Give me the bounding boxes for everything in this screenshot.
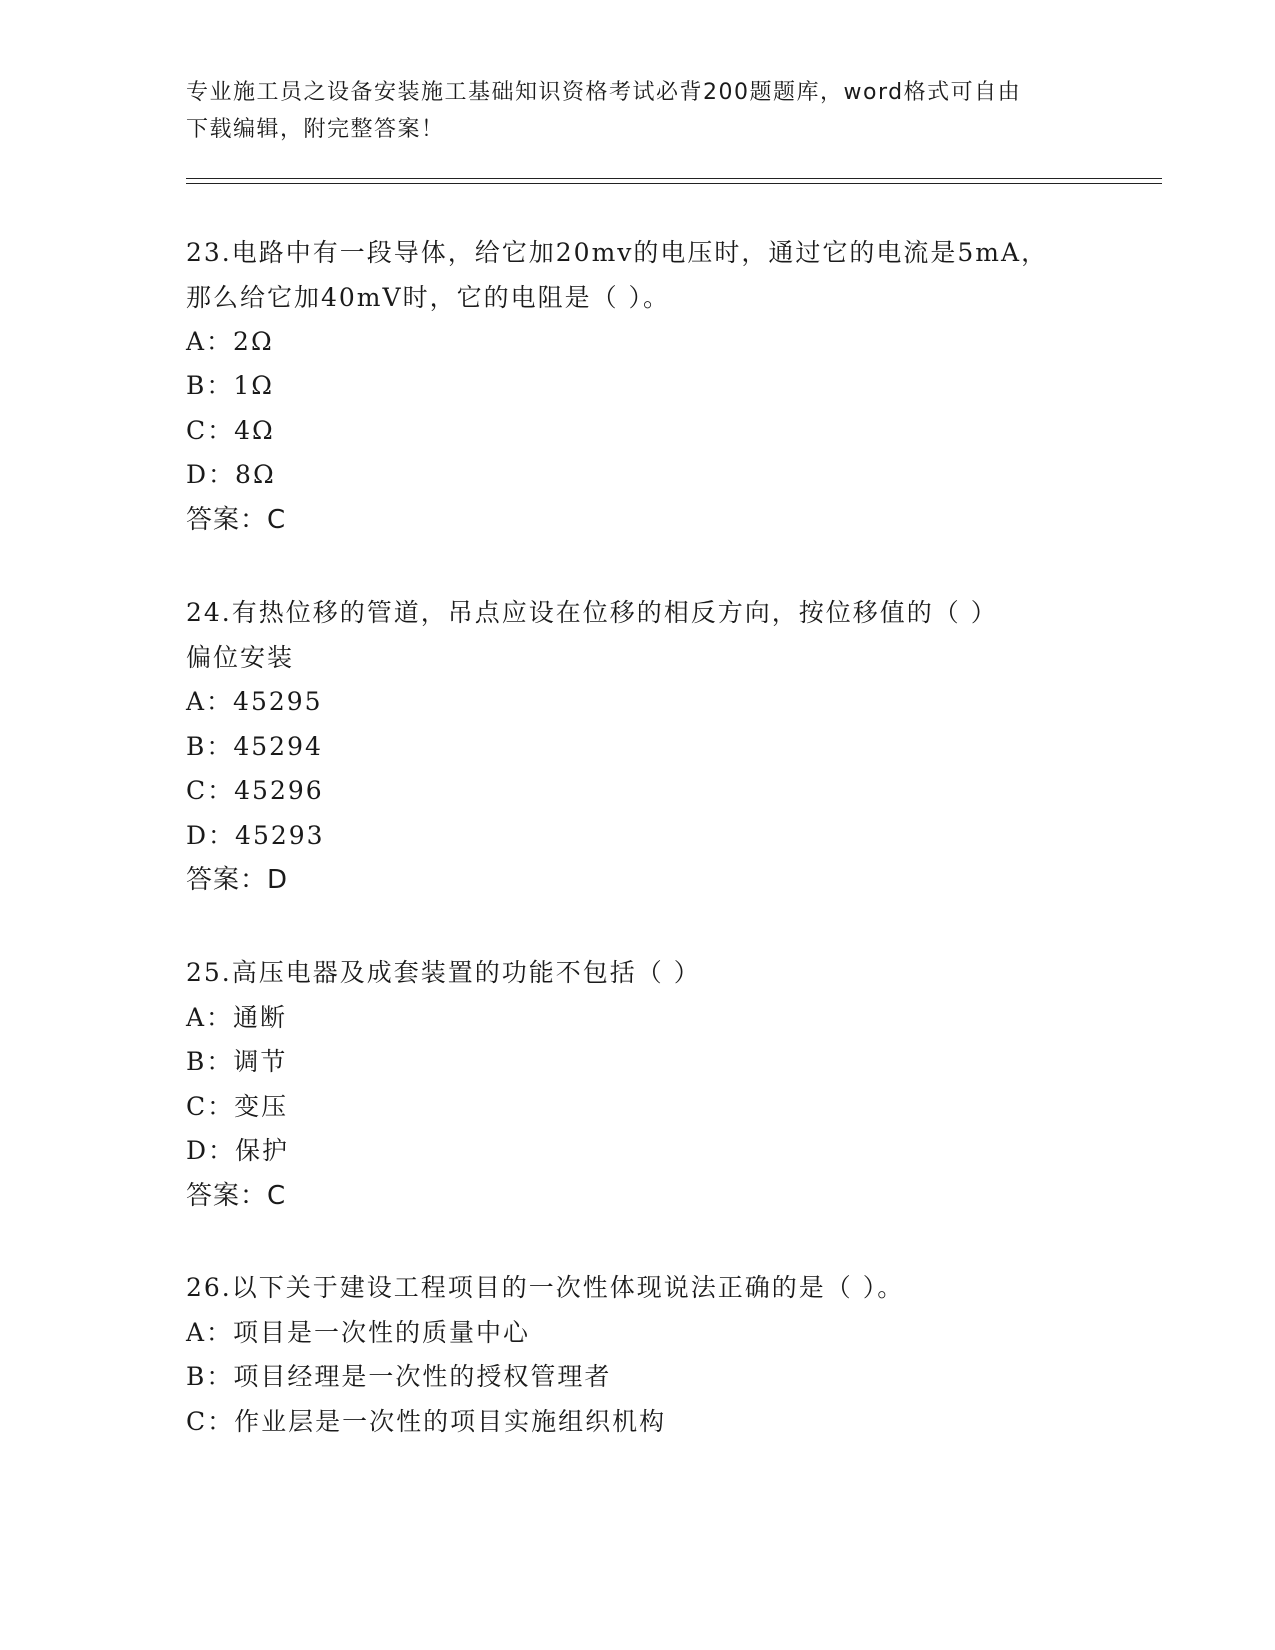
question-26-option-b: B：项目经理是一次性的授权管理者 <box>186 1362 612 1391</box>
question-24-option-b: B：45294 <box>186 732 323 761</box>
header-title-line-2: 下载编辑，附完整答案！ <box>186 117 445 142</box>
question-26-option-c: C：作业层是一次性的项目实施组织机构 <box>186 1407 667 1436</box>
question-24-option-d: D：45293 <box>186 821 325 850</box>
question-25-option-a: A：通断 <box>186 1003 288 1032</box>
header-title-line-1: 专业施工员之设备安装施工基础知识资格考试必背200题题库，word格式可自由 <box>186 80 1022 105</box>
question-25-option-c: C：变压 <box>186 1092 289 1121</box>
document-header <box>186 74 1086 148</box>
question-24-option-c: C：45296 <box>186 776 324 805</box>
question-24-stem-line-1: 24.有热位移的管道，吊点应设在位移的相反方向，按位移值的（ ） <box>186 598 998 627</box>
question-23-option-a: A：2Ω <box>186 327 274 356</box>
question-25-option-d: D：保护 <box>186 1136 290 1165</box>
question-26-stem-line-1: 26.以下关于建设工程项目的一次性体现说法正确的是（ ）。 <box>186 1273 905 1302</box>
question-23-option-b: B：1Ω <box>186 371 275 400</box>
question-24-answer: 答案：D <box>186 865 289 895</box>
header-divider-bottom <box>186 183 1162 184</box>
question-24-option-a: A：45295 <box>186 687 323 716</box>
question-23-answer: 答案：C <box>186 505 287 535</box>
header-divider-top <box>186 178 1162 179</box>
question-24-stem-line-2: 偏位安装 <box>186 643 295 672</box>
question-23-option-c: C：4Ω <box>186 416 275 445</box>
question-25-option-b: B：调节 <box>186 1047 288 1076</box>
question-23-option-d: D：8Ω <box>186 460 276 489</box>
question-23-stem-line-2: 那么给它加40mV时，它的电阻是（ ）。 <box>186 283 671 312</box>
question-23-stem-line-1: 23.电路中有一段导体，给它加20mv的电压时，通过它的电流是5mA， <box>186 238 1049 267</box>
question-25-stem-line-1: 25.高压电器及成套装置的功能不包括（ ） <box>186 958 701 987</box>
question-25-answer: 答案：C <box>186 1181 287 1211</box>
question-26-option-a: A：项目是一次性的质量中心 <box>186 1318 531 1347</box>
